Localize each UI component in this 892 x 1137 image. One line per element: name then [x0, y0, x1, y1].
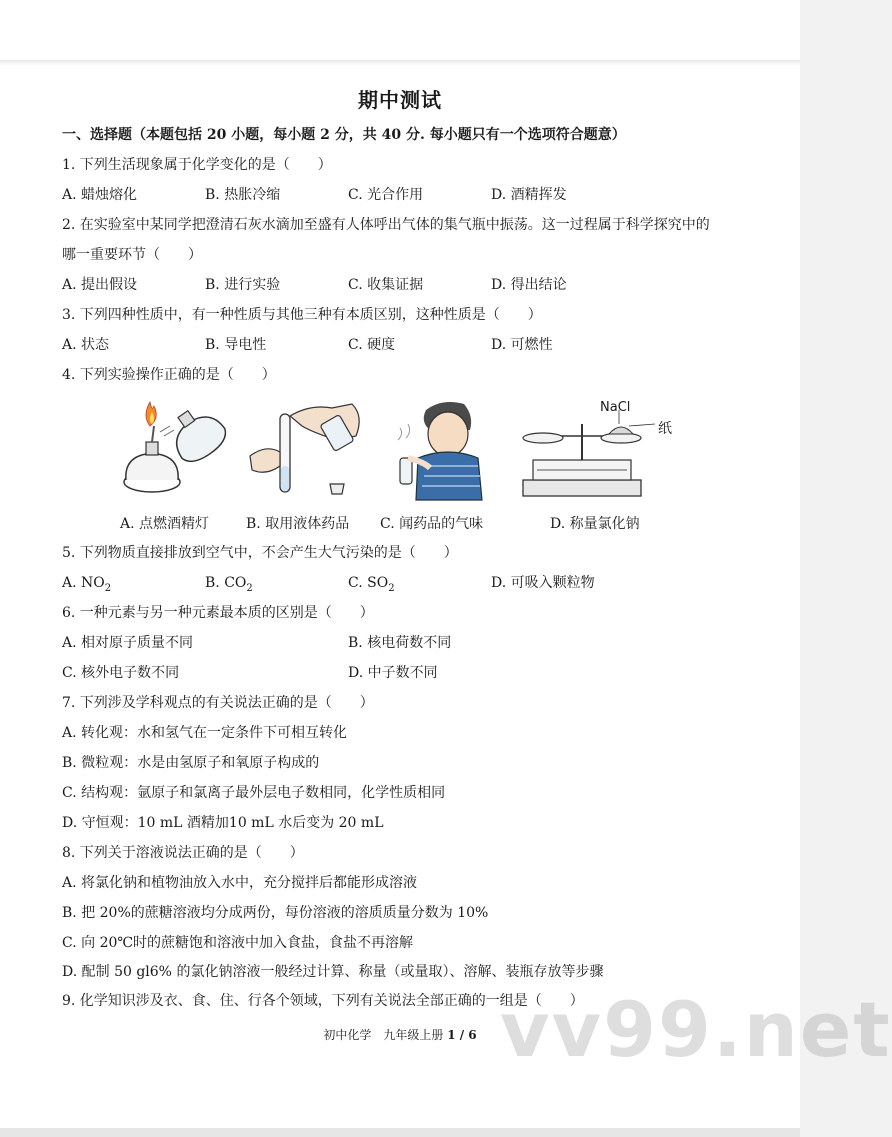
- question-6-stem: 6. 一种元素与另一种元素最本质的区别是（ ）: [62, 605, 374, 621]
- q1-option-b: B. 热胀冷缩: [205, 187, 281, 203]
- question-3-stem: 3. 下列四种性质中，有一种性质与其他三种有本质区别，这种性质是（ ）: [62, 307, 542, 323]
- q5-option-d: D. 可吸入颗粒物: [491, 575, 595, 591]
- q5-option-c: C. $SO_2$: [348, 575, 395, 594]
- q4-caption-a: A. 点燃酒精灯: [120, 516, 210, 532]
- q5-option-a: A. $NO_2$: [62, 575, 112, 594]
- q4-caption-c: C. 闻药品的气味: [380, 516, 484, 532]
- section-heading: 一、选择题（本题包括 20 小题，每小题 2 分，共 40 分. 每小题只有一个选项符合题意）: [62, 127, 626, 143]
- q3-option-b: B. 导电性: [205, 337, 267, 353]
- watermark: vv99.net: [500, 985, 892, 1074]
- label-paper: 纸: [658, 421, 672, 437]
- q8-option-a: A. 将氯化钠和植物油放入水中，充分搅拌后都能形成溶液: [62, 875, 418, 891]
- figure-taking-liquid: [240, 396, 390, 501]
- q4-caption-b: B. 取用液体药品: [246, 516, 350, 532]
- q7-option-a: A. 转化观：水和氢气在一定条件下可相互转化: [62, 725, 348, 741]
- q1-option-d: D. 酒精挥发: [491, 187, 567, 203]
- q1-option-a: A. 蜡烛熔化: [62, 187, 138, 203]
- question-8-stem: 8. 下列关于溶液说法正确的是（ ）: [62, 845, 304, 861]
- q2-option-d: D. 得出结论: [491, 277, 567, 293]
- q6-option-a: A. 相对原子质量不同: [62, 635, 194, 651]
- page-number: 1 / 6: [447, 1028, 477, 1042]
- q1-option-c: C. 光合作用: [348, 187, 424, 203]
- q3-option-a: A. 状态: [62, 337, 110, 353]
- q2-option-b: B. 进行实验: [205, 277, 281, 293]
- q8-option-d: D. 配制 50 gl6% 的氯化钠溶液一般经过计算、称量（或量取）、溶解、装瓶存放等步骤: [62, 964, 604, 980]
- q3-option-c: C. 硬度: [348, 337, 396, 353]
- page-footer: [0, 1026, 800, 1043]
- q8-option-b: B. 把 20%的蔗糖溶液均分成两份，每份溶液的溶质质量分数为 10%: [62, 905, 489, 921]
- question-7-stem: 7. 下列涉及学科观点的有关说法正确的是（ ）: [62, 695, 374, 711]
- question-4-stem: 4. 下列实验操作正确的是（ ）: [62, 367, 276, 383]
- footer-text: 初中化学 九年级上册: [323, 1028, 448, 1042]
- question-2-stem-line2: 哪一重要环节（ ）: [62, 247, 202, 263]
- q6-option-c: C. 核外电子数不同: [62, 665, 180, 681]
- q8-option-c: C. 向 20℃时的蔗糖饱和溶液中加入食盐，食盐不再溶解: [62, 935, 414, 951]
- figure-smelling-chemical: [378, 396, 528, 501]
- q7-option-b: B. 微粒观：水是由氢原子和氧原子构成的: [62, 755, 320, 771]
- question-5-stem: 5. 下列物质直接排放到空气中，不会产生大气污染的是（ ）: [62, 545, 458, 561]
- label-nacl: NaCl: [600, 400, 631, 415]
- question-2-stem-line1: 2. 在实验室中某同学把澄清石灰水滴加至盛有人体呼出气体的集气瓶中振荡。这一过程属于科学探究中的: [62, 217, 710, 233]
- q4-caption-d: D. 称量氯化钠: [550, 516, 640, 532]
- q5-option-b: B. $CO_2$: [205, 575, 253, 594]
- q7-option-d: D. 守恒观：10 mL 酒精加10 mL 水后变为 20 mL: [62, 815, 384, 831]
- page-top-shadow: [0, 60, 800, 66]
- q7-option-c: C. 结构观：氩原子和氯离子最外层电子数相同，化学性质相同: [62, 785, 446, 801]
- page-bottom-bar: [0, 1128, 800, 1137]
- page-title: 期中测试: [358, 88, 442, 112]
- q2-option-c: C. 收集证据: [348, 277, 424, 293]
- question-1-stem: 1. 下列生活现象属于化学变化的是（ ）: [62, 157, 332, 173]
- q3-option-d: D. 可燃性: [491, 337, 553, 353]
- question-9-stem: 9. 化学知识涉及衣、食、住、行各个领域，下列有关说法全部正确的一组是（ ）: [62, 993, 584, 1009]
- q6-option-d: D. 中子数不同: [348, 665, 438, 681]
- q2-option-a: A. 提出假设: [62, 277, 138, 293]
- q6-option-b: B. 核电荷数不同: [348, 635, 452, 651]
